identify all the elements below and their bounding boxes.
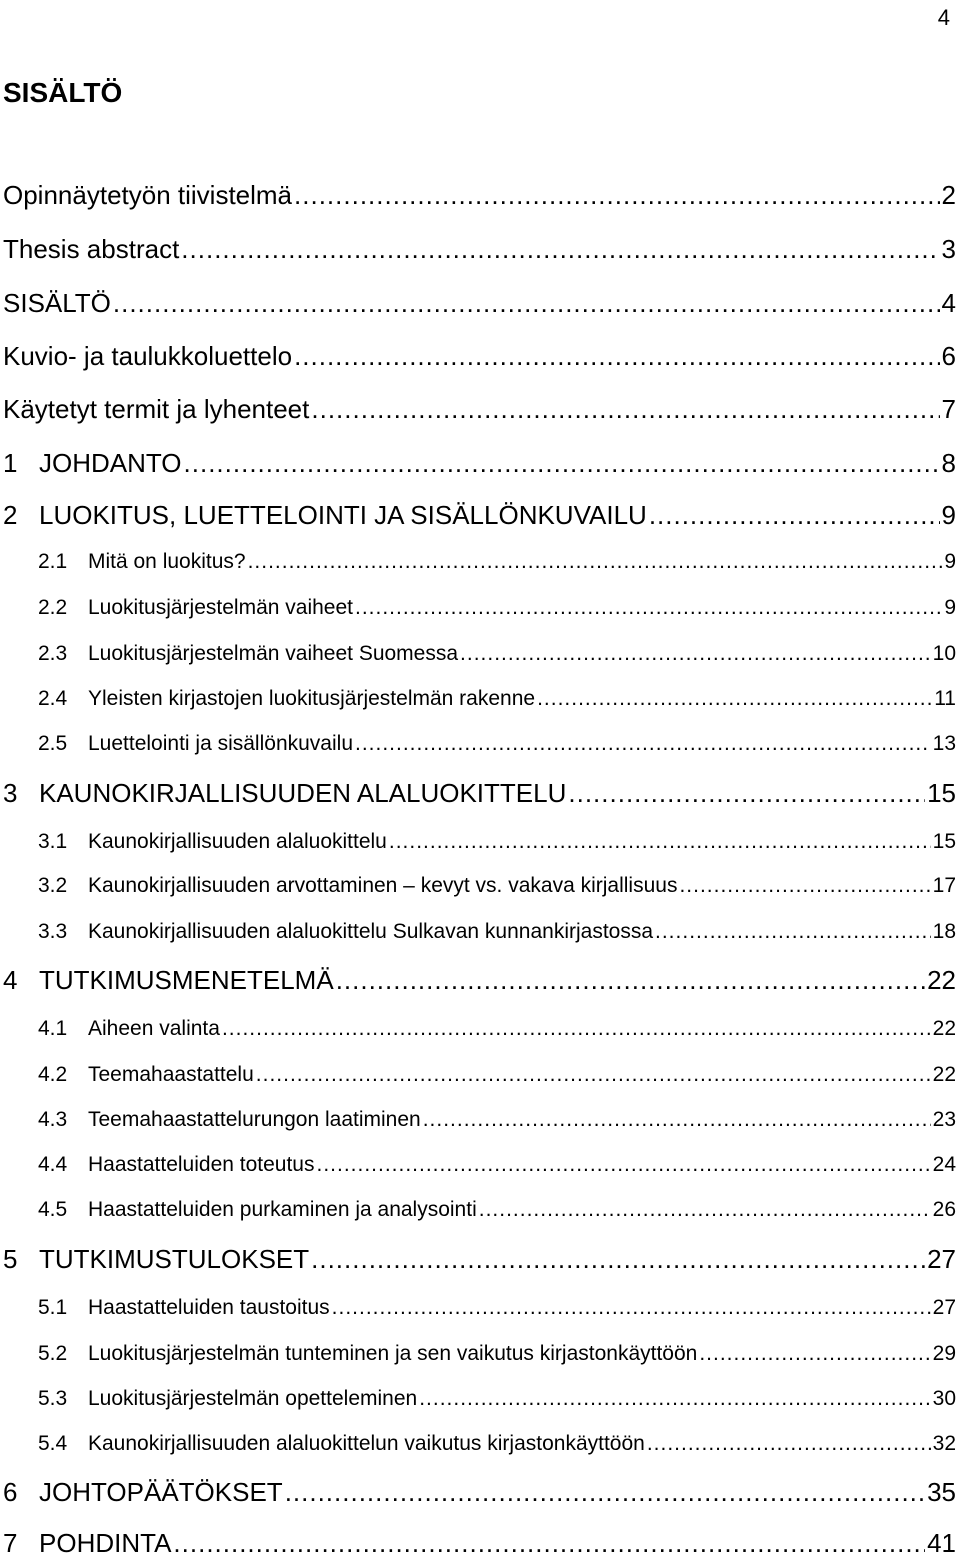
toc-entry[interactable] [3,1244,956,1275]
toc-entry-title: Luettelointi ja sisällönkuvailu [88,732,353,755]
toc-entry-title: POHDINTA [39,1528,172,1558]
toc-entry-number: 3.3 [38,920,68,943]
toc-entry-title: Luokitusjärjestelmän tunteminen ja sen vaikutus kirjastonkäyttöön [88,1342,698,1365]
toc-entry-number: 4.2 [38,1063,68,1086]
dot-leader [336,965,925,996]
toc-entry-page: 3 [941,234,956,264]
toc-entry-page: 27 [932,1296,956,1319]
toc-entry-page: 13 [932,732,956,755]
toc-entry[interactable] [38,920,956,944]
toc-entry-title: Haastatteluiden toteutus [88,1153,315,1176]
toc-entry[interactable] [38,550,956,574]
dot-leader [256,1063,931,1087]
dot-leader [173,1528,925,1559]
toc-entry-title: Luokitusjärjestelmän opetteleminen [88,1387,418,1410]
toc-entry[interactable] [3,341,956,372]
dot-leader [355,596,942,620]
toc-entry[interactable] [38,642,956,666]
toc-entry-number: 2.5 [38,732,68,755]
dot-leader [285,1477,925,1508]
toc-entry[interactable] [38,1387,956,1411]
toc-entry-number: 1 [3,448,18,478]
toc-entry-page: 11 [934,687,956,710]
toc-entry-number: 4.4 [38,1153,68,1176]
dot-leader [222,1017,931,1041]
toc-entry[interactable] [38,1432,956,1456]
toc-entry-page: 30 [932,1387,956,1410]
toc-entry-number: 2.2 [38,596,68,619]
toc-entry-number: 7 [3,1528,18,1558]
toc-entry-page: 22 [932,1017,956,1040]
toc-entry-title: Teemahaastattelurungon laatiminen [88,1108,421,1131]
toc-entry[interactable] [38,830,956,854]
toc-entry[interactable] [3,1528,956,1559]
toc-entry-page: 27 [927,1244,956,1274]
dot-leader [294,180,940,211]
toc-entry-title: JOHTOPÄÄTÖKSET [39,1477,283,1507]
toc-entry-title: KAUNOKIRJALLISUUDEN ALALUOKITTELU [39,778,567,808]
toc-entry-page: 8 [941,448,956,478]
toc-entry-title: Kaunokirjallisuuden alaluokittelu Sulkavan kunnankirjastossa [88,920,654,943]
toc-entry-title: LUOKITUS, LUETTELOINTI JA SISÄLLÖNKUVAILU [39,500,647,530]
dot-leader [332,1296,931,1320]
toc-entry[interactable] [3,965,956,996]
toc-entry[interactable] [3,778,956,809]
toc-entry-number: 4.1 [38,1017,68,1040]
toc-entry-page: 6 [941,341,956,371]
dot-leader [699,1342,930,1366]
toc-entry-number: 4.3 [38,1108,68,1131]
page-number: 4 [937,5,950,30]
dot-leader [317,1153,931,1177]
toc-entry-number: 5.4 [38,1432,68,1455]
dot-leader [311,394,939,425]
toc-entry-number: 2.1 [38,550,68,573]
toc-entry[interactable] [38,1063,956,1087]
toc-entry-page: 15 [927,778,956,808]
toc-entry-number: 2.4 [38,687,68,710]
toc-entry-number: 3.2 [38,874,68,897]
toc-entry-page: 4 [941,288,956,318]
toc-entry-number: 6 [3,1477,18,1507]
toc-entry-title: Teemahaastattelu [88,1063,254,1086]
toc-entry[interactable] [3,500,956,531]
toc-entry[interactable] [38,687,956,711]
toc-entry-number: 5.1 [38,1296,68,1319]
toc-entry-title: Kaunokirjallisuuden arvottaminen – kevyt vs. vakava kirjallisuus [88,874,678,897]
toc-entry-title: JOHDANTO [39,448,182,478]
toc-entry[interactable] [38,1198,956,1222]
dot-leader [655,920,931,944]
toc-entry[interactable] [3,288,956,319]
toc-entry-page: 23 [932,1108,956,1131]
toc-entry-title: Kaunokirjallisuuden alaluokittelu [88,830,387,853]
toc-entry-page: 22 [932,1063,956,1086]
toc-entry-title: Aiheen valinta [88,1017,220,1040]
dot-leader [649,500,940,531]
toc-entry[interactable] [38,1108,956,1132]
toc-entry[interactable] [3,234,956,265]
dot-leader [568,778,925,809]
toc-entry[interactable] [3,448,956,479]
toc-entry[interactable] [38,1296,956,1320]
toc-entry-title: Käytetyt termit ja lyhenteet [3,394,310,424]
toc-entry-page: 7 [941,394,956,424]
dot-leader [460,642,931,666]
toc-entry-title: Luokitusjärjestelmän vaiheet [88,596,353,619]
toc-entry-number: 3.1 [38,830,68,853]
toc-entry-title: SISÄLTÖ [3,288,111,318]
toc-entry[interactable] [3,180,956,211]
toc-entry-page: 22 [927,965,956,995]
toc-entry-number: 5.2 [38,1342,68,1365]
toc-entry[interactable] [3,1477,956,1508]
toc-entry-number: 3 [3,778,18,808]
toc-entry-page: 35 [927,1477,956,1507]
toc-entry-title: Luokitusjärjestelmän vaiheet Suomessa [88,642,459,665]
toc-entry[interactable] [38,1153,956,1177]
dot-leader [423,1108,931,1132]
toc-entry-page: 32 [932,1432,956,1455]
toc-entry-page: 15 [932,830,956,853]
dot-leader [181,234,939,265]
toc-entry-number: 5 [3,1244,18,1274]
toc-entry-number: 2 [3,500,18,530]
toc-entry-number: 5.3 [38,1387,68,1410]
toc-entry-title: Mitä on luokitus? [88,550,246,573]
dot-leader [248,550,943,574]
toc-entry[interactable] [38,1342,956,1366]
dot-leader [419,1387,930,1411]
toc-entry-title: Haastatteluiden purkaminen ja analysointi [88,1198,477,1221]
toc-entry-title: TUTKIMUSTULOKSET [39,1244,310,1274]
dot-leader [294,341,939,372]
toc-entry-title: TUTKIMUSMENETELMÄ [39,965,334,995]
toc-entry-page: 9 [941,500,956,530]
toc-entry[interactable] [38,596,956,620]
toc-entry-title: Kuvio- ja taulukkoluettelo [3,341,293,371]
toc-entry-page: 9 [944,550,956,573]
toc-entry-page: 2 [941,180,956,210]
toc-entry-page: 10 [932,642,956,665]
toc-entry[interactable] [3,394,956,425]
toc-entry-page: 9 [944,596,956,619]
dot-leader [311,1244,925,1275]
toc-entry[interactable] [38,1017,956,1041]
toc-entry-page: 17 [932,874,956,897]
dot-leader [537,687,932,711]
toc-entry-number: 4 [3,965,18,995]
toc-entry-number: 4.5 [38,1198,68,1221]
dot-leader [355,732,931,756]
dot-leader [647,1432,931,1456]
toc-entry[interactable] [38,874,956,898]
toc-entry-title: Kaunokirjallisuuden alaluokittelun vaikutus kirjastonkäyttöön [88,1432,645,1455]
toc-entry-page: 29 [932,1342,956,1365]
toc-entry-page: 41 [927,1528,956,1558]
toc-entry-number: 2.3 [38,642,68,665]
dot-leader [679,874,930,898]
toc-entry[interactable] [38,732,956,756]
toc-entry-title: Opinnäytetyön tiivistelmä [3,180,293,210]
dot-leader [113,288,940,319]
toc-entry-title: Yleisten kirjastojen luokitusjärjestelmän rakenne [88,687,536,710]
dot-leader [479,1198,931,1222]
toc-entry-page: 18 [932,920,956,943]
dot-leader [389,830,931,854]
toc-entry-page: 24 [932,1153,956,1176]
toc-title: SISÄLTÖ [3,77,123,108]
toc-entry-title: Thesis abstract [3,234,180,264]
toc-entry-title: Haastatteluiden taustoitus [88,1296,330,1319]
dot-leader [184,448,940,479]
toc-entry-page: 26 [932,1198,956,1221]
